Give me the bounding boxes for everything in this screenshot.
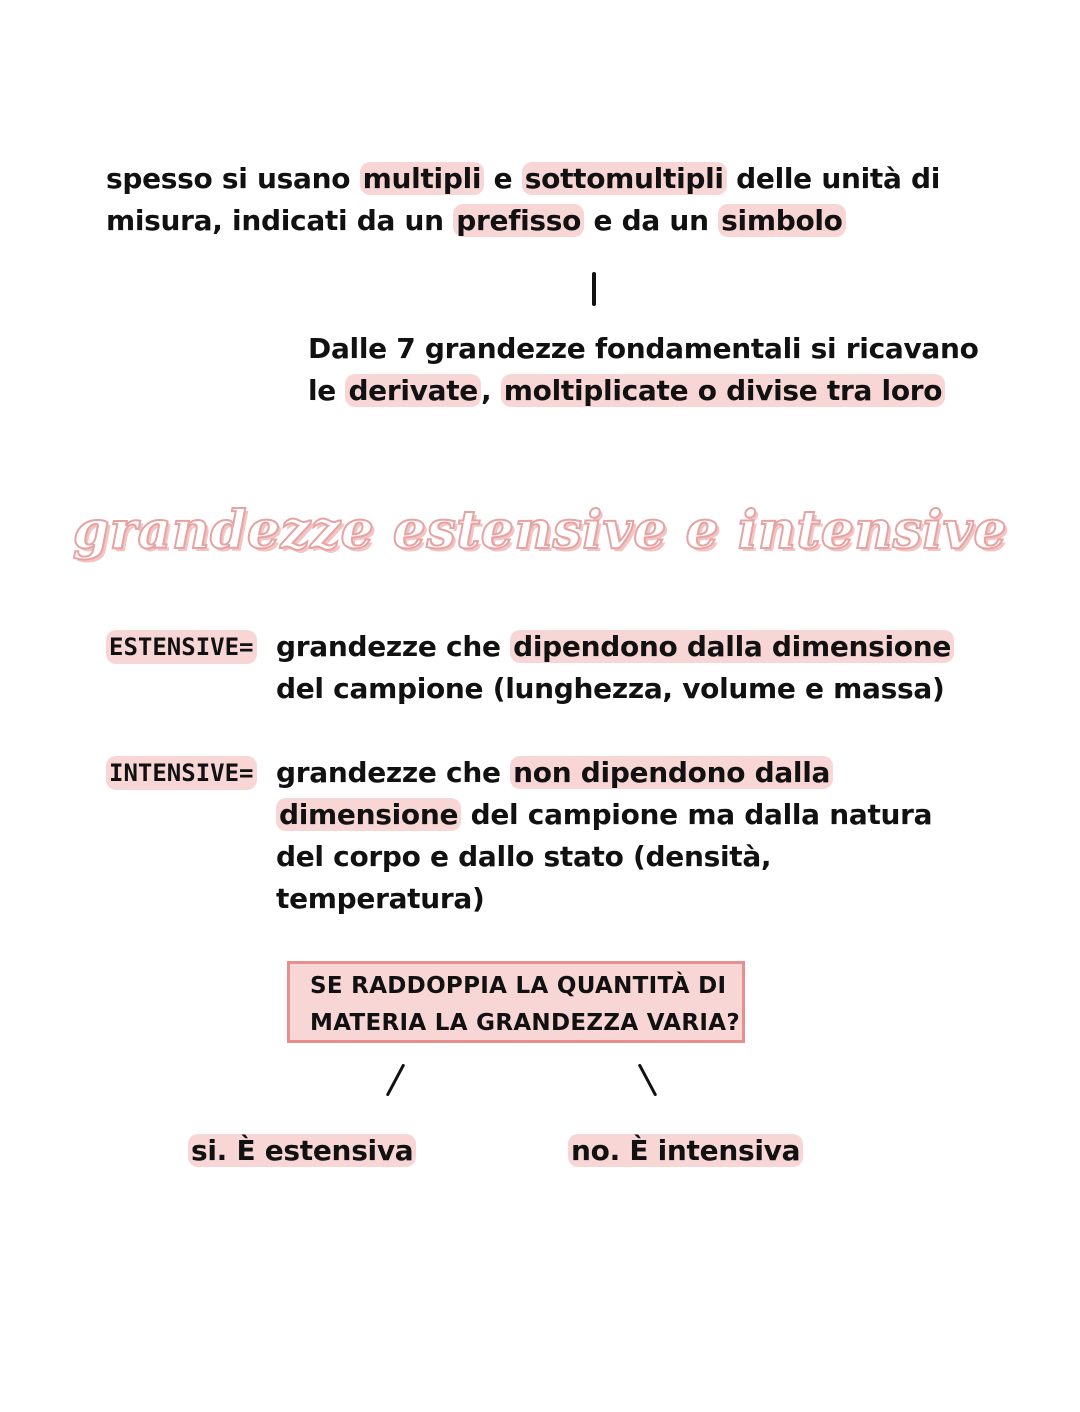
definition-text [276, 626, 976, 710]
highlight-not-depends: non dipendono dalla dimensione [276, 756, 833, 831]
highlight-multipli: multipli [360, 162, 485, 195]
section-title: grandezze estensive e intensive [72, 500, 1008, 561]
question-box [287, 961, 745, 1043]
highlight-prefisso: prefisso [453, 204, 584, 237]
text-segment: del campione (lunghezza, volume e massa) [276, 672, 945, 705]
question-line-1: SE RADDOPPIA LA QUANTITÀ DI [310, 973, 727, 999]
highlight-depends: dipendono dalla dimensione [510, 630, 954, 663]
question-line-2: MATERIA LA GRANDEZZA VARIA? [310, 1010, 740, 1036]
highlight-sottomultipli: sottomultipli [522, 162, 727, 195]
answer-no [568, 1131, 803, 1171]
highlight-simbolo: simbolo [718, 204, 845, 237]
branch-line-left [386, 1063, 406, 1096]
text-segment: grandezze che [276, 756, 511, 789]
definition-text [276, 752, 976, 920]
text-segment: e [484, 162, 522, 195]
highlight-derivate: derivate [345, 374, 481, 407]
text-segment: grandezze che [276, 630, 511, 663]
text-segment: del campione ma dalla natura del corpo e dallo stato (densità, temperatura) [276, 798, 933, 915]
text-segment: e da un [584, 204, 719, 237]
paragraph-multiples [106, 158, 1006, 242]
text-segment: Dalle 7 grandezze fondamentali si ricavano le [308, 332, 979, 407]
branch-line-right [638, 1063, 658, 1096]
text-segment: spesso si usano [106, 162, 360, 195]
term-extensive: ESTENSIVE= [106, 630, 257, 664]
answer-no-text: no. È intensiva [568, 1134, 803, 1167]
text-segment: delle unità di misura, indicati da un [106, 162, 941, 237]
paragraph-derived [308, 328, 1008, 412]
highlight-operations: moltiplicate o divise tra loro [501, 374, 945, 407]
answer-yes-text: si. È estensiva [188, 1134, 416, 1167]
term-intensive: INTENSIVE= [106, 756, 257, 790]
answer-yes [188, 1131, 416, 1171]
text-segment: , [481, 374, 501, 407]
connector-line [592, 272, 596, 306]
